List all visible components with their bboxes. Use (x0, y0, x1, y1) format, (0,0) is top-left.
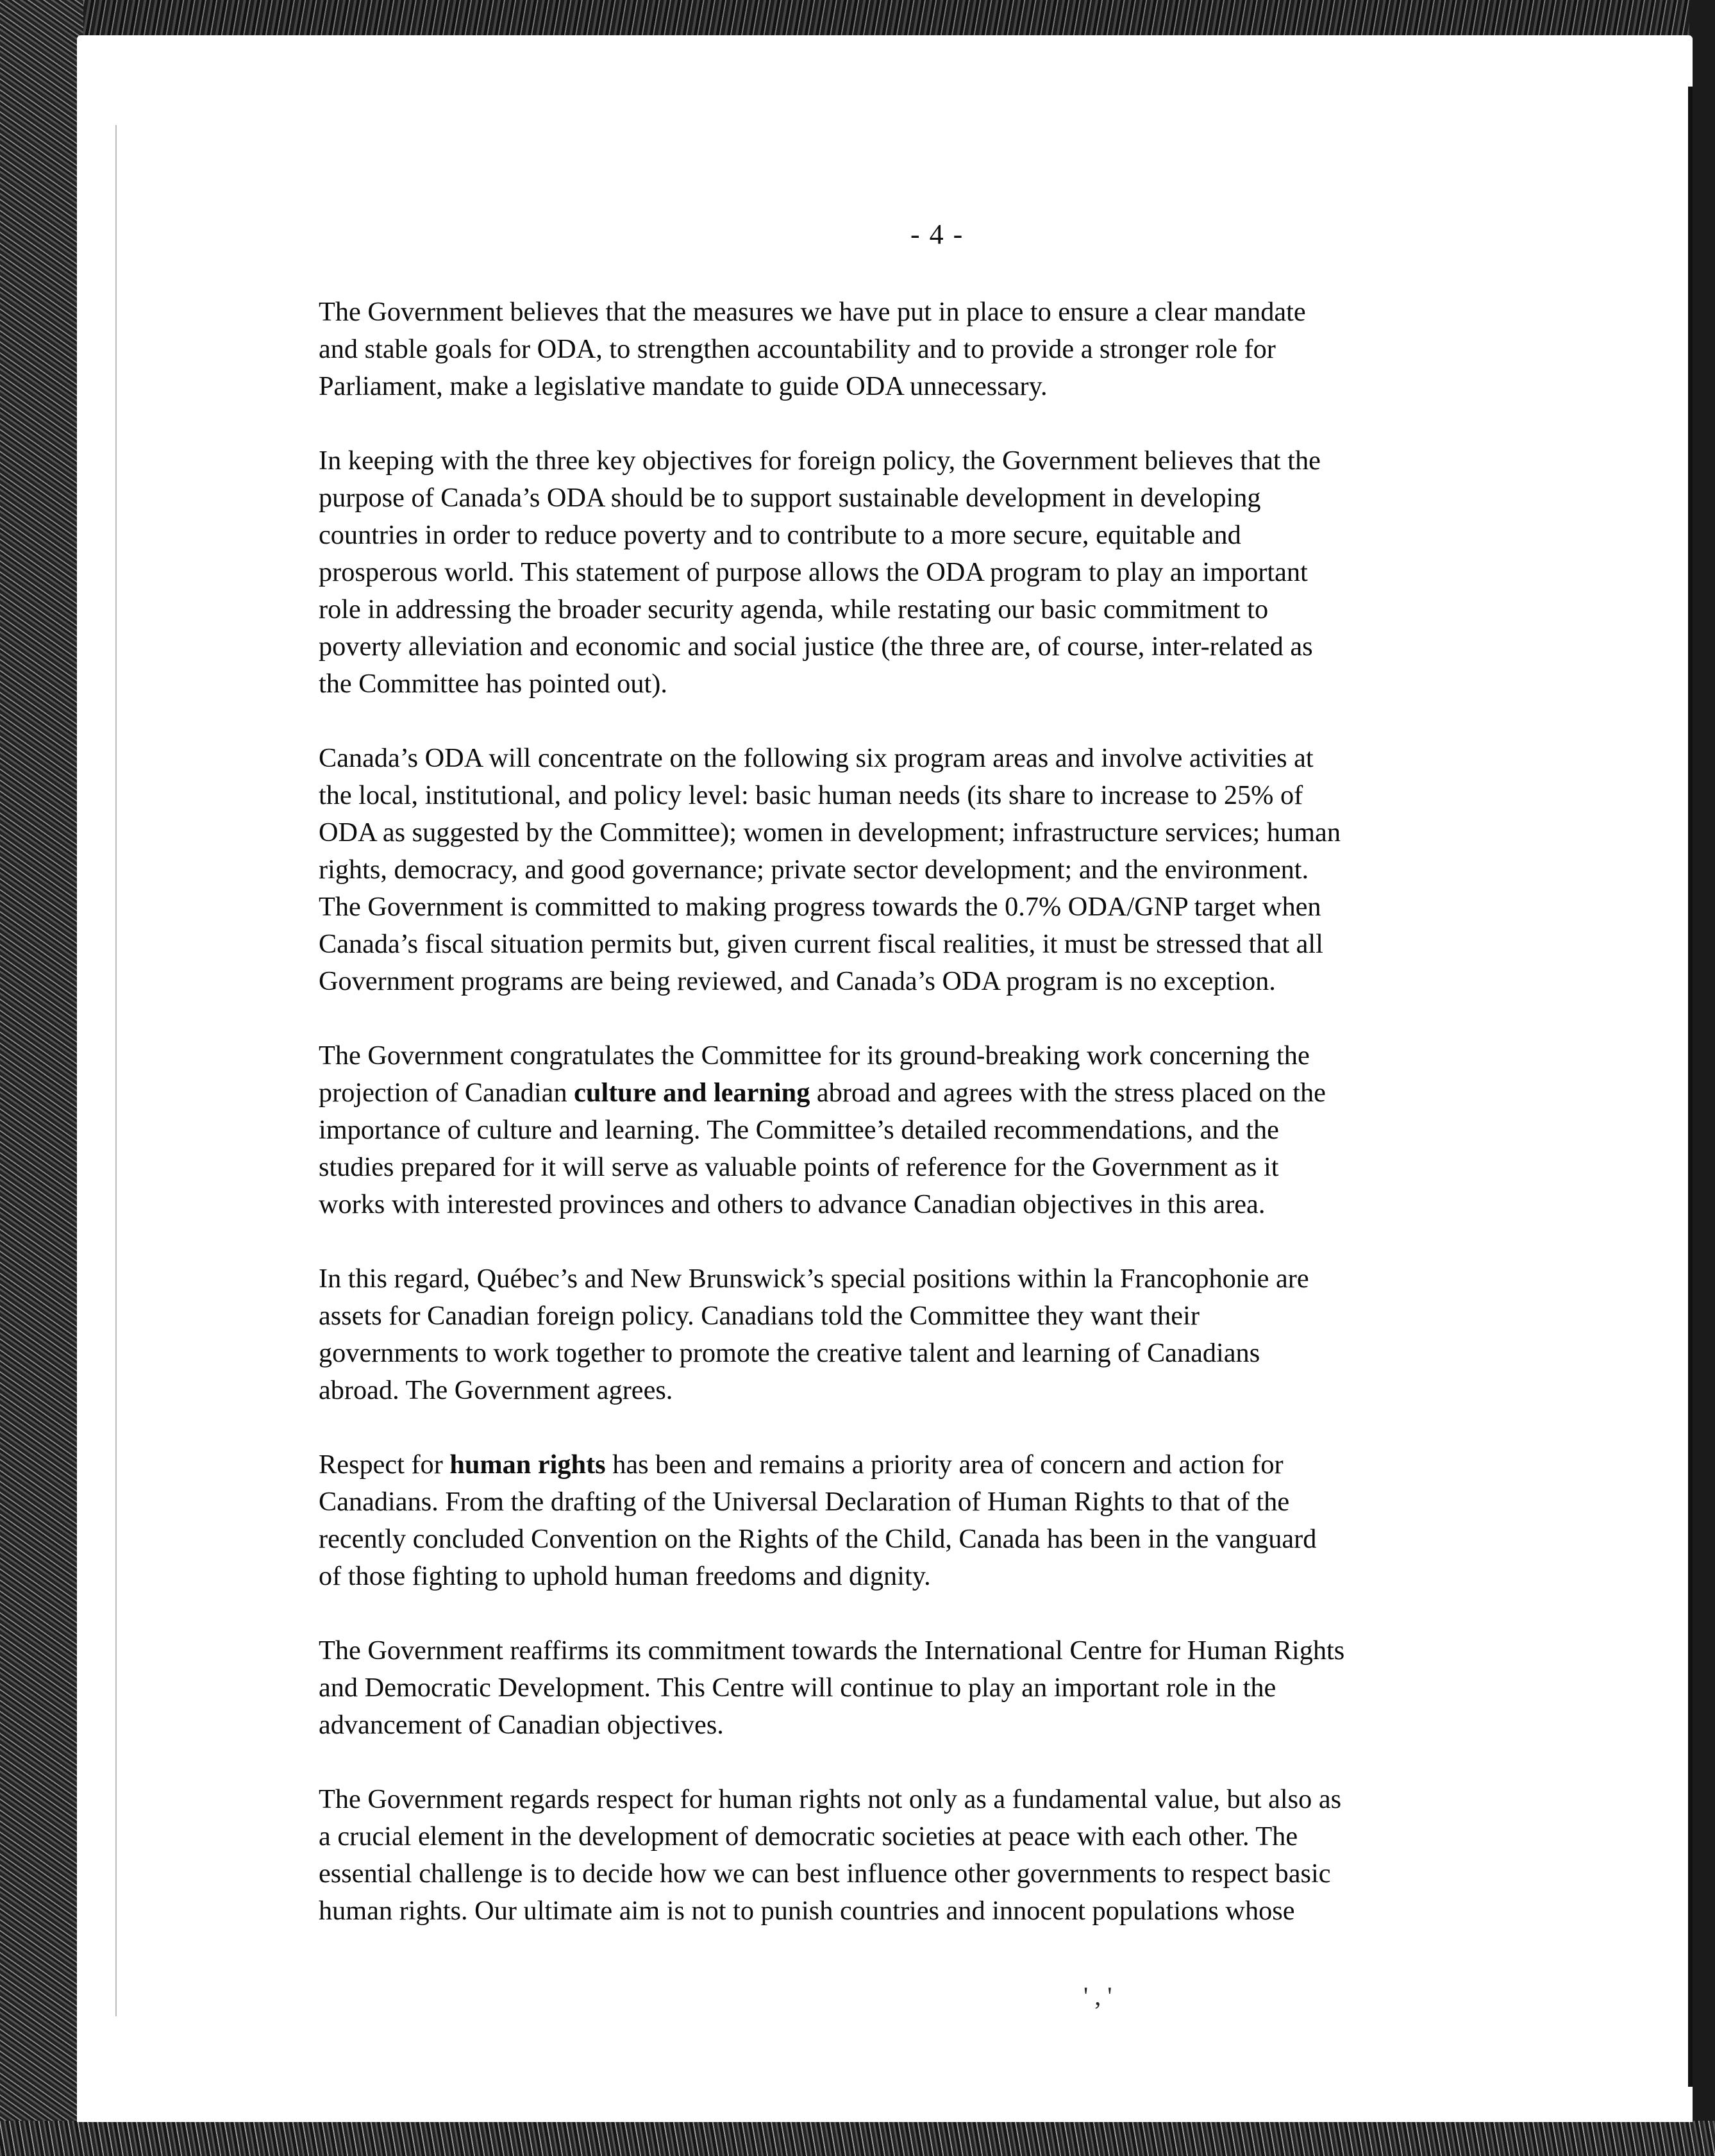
text-line: In keeping with the three key objectives for foreign policy, the Government believes that the (319, 446, 1321, 476)
text-line: purpose of Canada’s ODA should be to support sustainable development in developing (319, 483, 1261, 513)
text-run: Respect for (319, 1450, 450, 1480)
text-line: the Committee has pointed out). (319, 669, 667, 699)
text-line: prosperous world. This statement of purpose allows the ODA program to play an important (319, 557, 1308, 587)
text-line: abroad. The Government agrees. (319, 1375, 673, 1405)
text-line: human rights. Our ultimate aim is not to punish countries and innocent populations whose (319, 1896, 1295, 1926)
text-line: Canadians. From the drafting of the Universal Declaration of Human Rights to that of the (319, 1487, 1290, 1517)
text-line: The Government congratulates the Committee for its ground-breaking work concerning the (319, 1040, 1310, 1071)
text-line: the local, institutional, and policy level: basic human needs (its share to increase to 25% of (319, 780, 1303, 810)
text-line: governments to work together to promote the creative talent and learning of Canadians (319, 1338, 1260, 1368)
paragraph (319, 1260, 1594, 1409)
text-line: a crucial element in the development of democratic societies at peace with each other. The (319, 1821, 1298, 1851)
text-line: essential challenge is to decide how we can best influence other governments to respect basic (319, 1859, 1331, 1889)
text-line: and Democratic Development. This Centre will continue to play an important role in the (319, 1673, 1276, 1703)
paragraph (319, 442, 1594, 703)
text-line: The Government is committed to making progress towards the 0.7% ODA/GNP target when (319, 892, 1321, 922)
text-line: of those fighting to uphold human freedoms and dignity. (319, 1561, 931, 1591)
text-line (319, 1446, 1594, 1483)
scan-edge-right (1689, 0, 1715, 2156)
bold-term: culture and learning (574, 1078, 810, 1108)
text-line: importance of culture and learning. The Committee’s detailed recommendations, and the (319, 1115, 1279, 1145)
text-line: countries in order to reduce poverty and to contribute to a more secure, equitable and (319, 520, 1241, 550)
paragraph (319, 1446, 1594, 1595)
text-line: Parliament, make a legislative mandate to guide ODA unnecessary. (319, 371, 1048, 401)
text-run: has been and remains a priority area of concern and action for (605, 1450, 1284, 1480)
paragraph (319, 1781, 1594, 1930)
scan-edge-left (0, 0, 83, 2156)
text-line: poverty alleviation and economic and social justice (the three are, of course, inter-related as (319, 631, 1313, 662)
text-run: projection of Canadian (319, 1078, 574, 1108)
bold-term: human rights (449, 1450, 606, 1480)
footer-marks: ' , ' (1083, 1982, 1112, 2010)
paragraph (319, 1632, 1594, 1744)
text-line: rights, democracy, and good governance; private sector development; and the environment. (319, 855, 1309, 885)
text-line: assets for Canadian foreign policy. Canadians told the Committee they want their (319, 1301, 1200, 1331)
paragraph (319, 740, 1594, 1000)
paragraph (319, 294, 1594, 405)
text-line: The Government regards respect for human rights not only as a fundamental value, but also as (319, 1784, 1342, 1814)
text-line: In this regard, Québec’s and New Brunswick’s special positions within la Francophonie are (319, 1264, 1309, 1294)
text-line (319, 1074, 1594, 1112)
page-number: - 4 - (910, 219, 964, 250)
text-line: role in addressing the broader security agenda, while restating our basic commitment to (319, 594, 1269, 624)
text-line: ODA as suggested by the Committee); women in development; infrastructure services; human (319, 817, 1341, 848)
text-run: abroad and agrees with the stress placed on the (810, 1078, 1326, 1108)
text-line: Canada’s ODA will concentrate on the following six program areas and involve activities at (319, 743, 1314, 773)
text-line: works with interested provinces and others to advance Canadian objectives in this area. (319, 1189, 1266, 1219)
text-line: Canada’s fiscal situation permits but, given current fiscal realities, it must be stressed that all (319, 929, 1323, 959)
text-line: advancement of Canadian objectives. (319, 1710, 724, 1740)
text-line: studies prepared for it will serve as valuable points of reference for the Government as it (319, 1152, 1279, 1182)
text-line: The Government believes that the measures we have put in place to ensure a clear mandate (319, 297, 1306, 327)
text-line: recently concluded Convention on the Rights of the Child, Canada has been in the vanguard (319, 1524, 1317, 1554)
document-body (319, 294, 1594, 1967)
text-line: Government programs are being reviewed, and Canada’s ODA program is no exception. (319, 966, 1276, 996)
left-margin-rule (115, 125, 117, 2016)
text-line: The Government reaffirms its commitment towards the International Centre for Human Rights (319, 1635, 1345, 1666)
text-line: and stable goals for ODA, to strengthen accountability and to provide a stronger role for (319, 334, 1276, 364)
scan-edge-bottom (0, 2121, 1715, 2156)
scan-edge-top (0, 0, 1715, 38)
right-margin-rule (1688, 87, 1693, 2087)
paragraph (319, 1037, 1594, 1223)
